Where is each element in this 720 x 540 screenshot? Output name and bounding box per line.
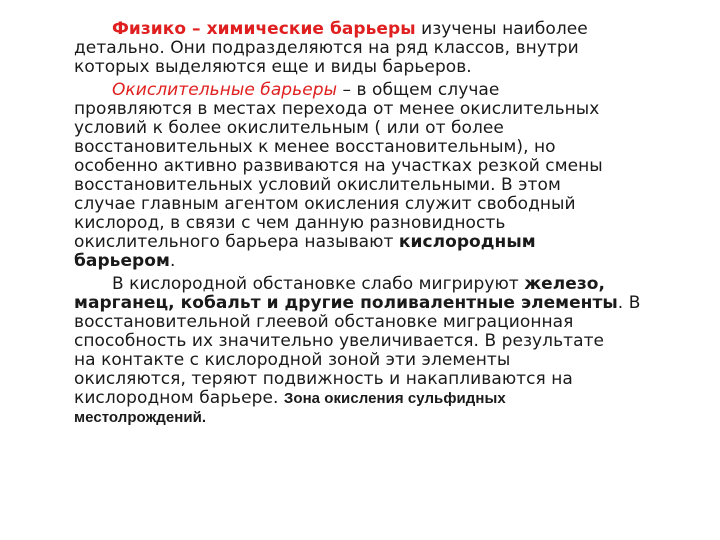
paragraph-oxidation-barriers [74, 81, 674, 271]
text-line [74, 20, 674, 39]
term-iron: железо, [524, 274, 606, 294]
text-line: случае главным агентом окисления служит свободный [74, 194, 576, 214]
term-physicochemical-barriers: Физико – химические барьеры [112, 19, 416, 39]
text-line: детально. Они подразделяются на ряд классов, внутри [74, 38, 579, 58]
term-sulfide-oxidation-zone: Зона окисления сульфидных [283, 390, 506, 407]
text-line [74, 252, 674, 271]
term-oxygen-barrier: кислородным [398, 232, 536, 252]
text-line [74, 275, 674, 294]
text-line [74, 294, 674, 313]
text-line [74, 81, 674, 100]
text-line: восстановительных к менее восстановительным), но [74, 137, 556, 157]
text-line: особенно активно развиваются на участках резкой смены [74, 156, 603, 176]
text-line: способность их значительно увеличивается. В результате [74, 331, 605, 351]
term-oxidation-barriers: Окислительные барьеры [112, 80, 338, 100]
text-line [74, 408, 674, 427]
text-line: проявляются в местах перехода от менее окислительных [74, 99, 600, 119]
text-line: окисляются, теряют подвижность и накапливаются на [74, 369, 573, 389]
text-fragment: – в общем случае [337, 80, 500, 100]
text-fragment: окислительного барьера называют [74, 232, 399, 252]
term-deposits: местолрождений. [74, 409, 207, 426]
paragraph-oxygen-environment [74, 275, 674, 427]
term-oxygen-barrier-end: барьером [74, 251, 170, 271]
text-fragment: . В [617, 293, 641, 313]
text-line: которых выделяются еще и виды барьеров. [74, 57, 472, 77]
text-fragment: . [169, 251, 176, 271]
text-fragment: кислородном барьере. [74, 388, 284, 408]
text-line: на контакте с кислородной зоной эти элементы [74, 350, 511, 370]
paragraph-physicochemical-barriers [74, 20, 674, 77]
text-line [74, 389, 674, 408]
text-line: восстановительных условий окислительными. В этом [74, 175, 561, 195]
text-fragment: изучены наиболее [415, 19, 588, 39]
term-polyvalent-elements: марганец, кобальт и другие поливалентные элементы [74, 293, 618, 313]
text-fragment: В кислородной обстановке слабо мигрируют [112, 274, 525, 294]
text-line: кислород, в связи с чем данную разновидность [74, 213, 506, 233]
text-line: условий к более окислительным ( или от более [74, 118, 504, 138]
text-line: восстановительной глеевой обстановке миграционная [74, 312, 574, 332]
text-line [74, 233, 674, 252]
text-body [74, 20, 674, 427]
